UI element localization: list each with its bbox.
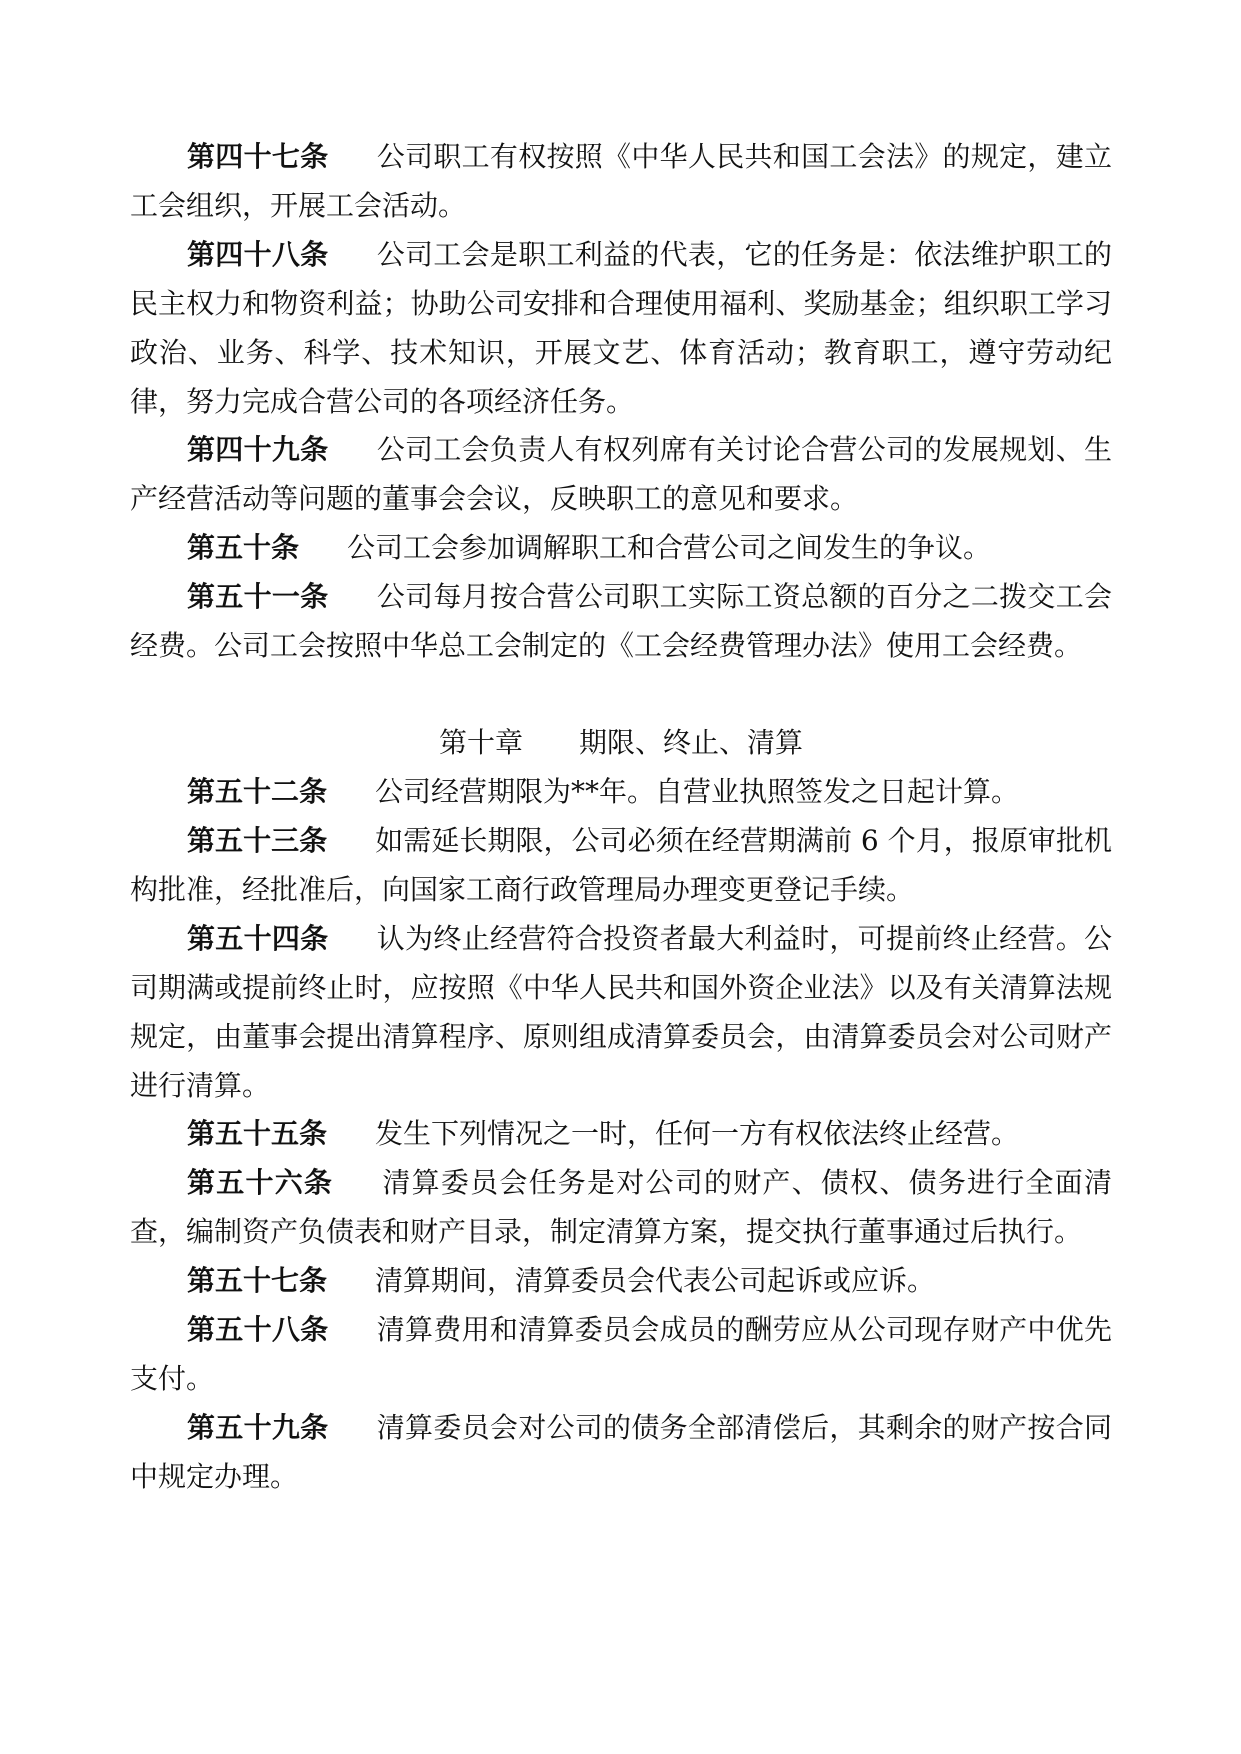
article-title: 第五十四条 bbox=[187, 922, 329, 955]
article-57 bbox=[130, 1256, 1112, 1305]
article-title: 第四十七条 bbox=[187, 140, 329, 173]
article-text: 公司工会参加调解职工和合营公司之间发生的争议。 bbox=[347, 531, 992, 564]
article-47 bbox=[130, 132, 1112, 230]
article-55 bbox=[130, 1109, 1112, 1158]
article-title: 第五十三条 bbox=[187, 824, 328, 857]
article-text: 公司工会负责人有权列席有关讨论合营公司的发展规划、生产经营活动等问题的董事会会议，反映职工的意见和要求。 bbox=[130, 433, 1112, 515]
article-text: 公司工会是职工利益的代表，它的任务是：依法维护职工的民主权力和物资利益；协助公司安排和合理使用福利、奖励基金；组织职工学习政治、业务、科学、技术知识，开展文艺、体育活动；教育职工，遵守劳动纪律，努力完成合营公司的各项经济任务。 bbox=[130, 238, 1112, 418]
article-56 bbox=[130, 1158, 1112, 1256]
chapter-heading bbox=[130, 718, 1112, 767]
article-text: 如需延长期限，公司必须在经营期满前 6 个月，报原审批机构批准，经批准后，向国家工商行政管理局办理变更登记手续。 bbox=[130, 824, 1112, 906]
article-59 bbox=[130, 1403, 1112, 1501]
article-50 bbox=[130, 523, 1112, 572]
article-title: 第四十八条 bbox=[187, 238, 329, 271]
chapter-number: 第十章 bbox=[438, 726, 523, 759]
article-58 bbox=[130, 1305, 1112, 1403]
article-text: 公司经营期限为**年。自营业执照签发之日起计算。 bbox=[375, 775, 1020, 808]
article-title: 第五十七条 bbox=[187, 1264, 328, 1297]
article-53 bbox=[130, 816, 1112, 914]
chapter-title: 期限、终止、清算 bbox=[579, 726, 804, 759]
article-title: 第五十二条 bbox=[187, 775, 328, 808]
article-text: 发生下列情况之一时，任何一方有权依法终止经营。 bbox=[375, 1117, 1020, 1150]
article-text: 清算委员会对公司的债务全部清偿后，其剩余的财产按合同中规定办理。 bbox=[130, 1411, 1112, 1493]
article-text: 清算费用和清算委员会成员的酬劳应从公司现存财产中优先支付。 bbox=[130, 1313, 1112, 1395]
article-54 bbox=[130, 914, 1112, 1110]
article-title: 第五十条 bbox=[187, 531, 300, 564]
article-text: 公司职工有权按照《中华人民共和国工会法》的规定，建立工会组织，开展工会活动。 bbox=[130, 140, 1112, 222]
article-48 bbox=[130, 230, 1112, 426]
article-52 bbox=[130, 767, 1112, 816]
article-text: 清算委员会任务是对公司的财产、债权、债务进行全面清查，编制资产负债表和财产目录，制定清算方案，提交执行董事通过后执行。 bbox=[130, 1166, 1112, 1248]
article-title: 第五十九条 bbox=[187, 1411, 329, 1444]
article-51 bbox=[130, 572, 1112, 670]
article-title: 第五十六条 bbox=[187, 1166, 334, 1199]
article-text: 清算期间，清算委员会代表公司起诉或应诉。 bbox=[375, 1264, 936, 1297]
article-49 bbox=[130, 425, 1112, 523]
article-title: 第五十五条 bbox=[187, 1117, 328, 1150]
article-text: 公司每月按合营公司职工实际工资总额的百分之二拨交工会经费。公司工会按照中华总工会制定的《工会经费管理办法》使用工会经费。 bbox=[130, 580, 1112, 662]
article-text: 认为终止经营符合投资者最大利益时，可提前终止经营。公司期满或提前终止时，应按照《中华人民共和国外资企业法》以及有关清算法规规定，由董事会提出清算程序、原则组成清算委员会，由清算委员会对公司财产进行清算。 bbox=[130, 922, 1112, 1102]
article-title: 第五十八条 bbox=[187, 1313, 329, 1346]
article-title: 第五十一条 bbox=[187, 580, 329, 613]
article-title: 第四十九条 bbox=[187, 433, 329, 466]
